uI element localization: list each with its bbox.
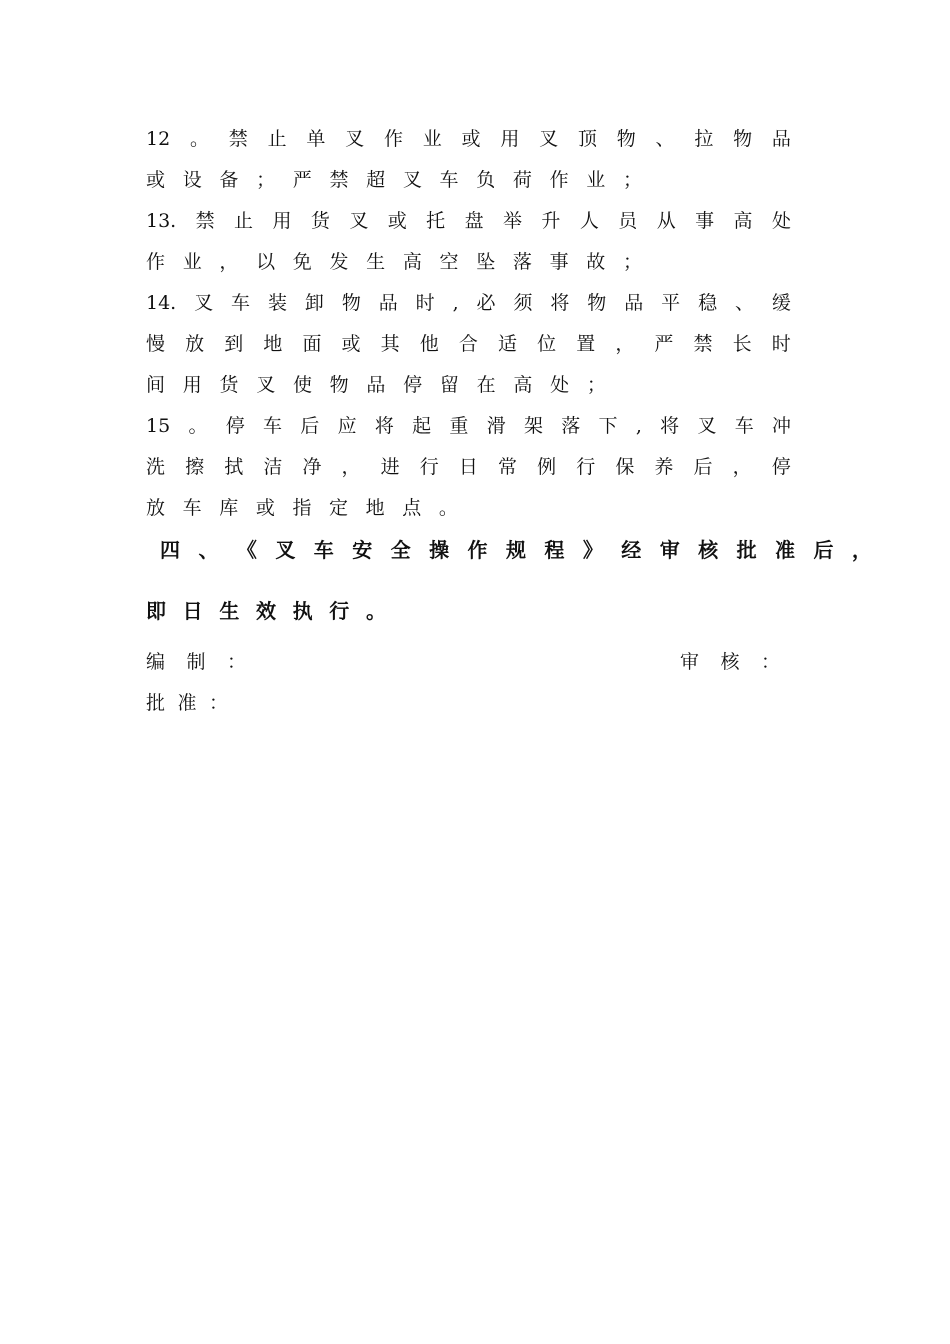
text-token: 车 bbox=[439, 169, 459, 191]
text-token: 用 bbox=[272, 210, 292, 232]
text-token: 叉 bbox=[697, 415, 717, 437]
text-token: 准 bbox=[775, 538, 795, 562]
text-token: 准 bbox=[177, 692, 197, 714]
text-token: 处 bbox=[771, 210, 791, 232]
text-token: 起 bbox=[412, 415, 432, 437]
text-token: 即 bbox=[146, 599, 166, 623]
text-token: 稳 bbox=[698, 292, 718, 314]
text-token: 或 bbox=[387, 210, 407, 232]
text-token: , bbox=[452, 292, 459, 314]
text-token: 停 bbox=[225, 415, 245, 437]
rule-12-line-1 bbox=[146, 124, 791, 154]
text-token: 品 bbox=[771, 128, 791, 150]
text-token: ； bbox=[256, 169, 276, 191]
text-token: 制 bbox=[186, 651, 206, 673]
text-token: 坠 bbox=[476, 251, 496, 273]
text-token: 生 bbox=[219, 599, 240, 623]
text-token: 高 bbox=[402, 251, 422, 273]
text-token: 、 bbox=[198, 538, 219, 562]
text-token: 行 bbox=[576, 456, 596, 478]
text-token: 作 bbox=[383, 128, 403, 150]
reviewed-by-label bbox=[680, 647, 780, 677]
text-token: 15 bbox=[146, 415, 171, 437]
text-token: 叉 bbox=[275, 538, 296, 562]
text-token: 后 bbox=[693, 456, 713, 478]
text-token: 业 bbox=[422, 128, 442, 150]
text-token: 架 bbox=[523, 415, 543, 437]
text-token: 物 bbox=[329, 374, 349, 396]
text-token: 13. bbox=[146, 210, 177, 232]
text-token: 品 bbox=[624, 292, 644, 314]
text-token: 间 bbox=[146, 374, 166, 396]
text-token: 事 bbox=[695, 210, 715, 232]
text-token: 使 bbox=[292, 374, 312, 396]
text-token: 经 bbox=[621, 538, 642, 562]
text-token: 作 bbox=[549, 169, 569, 191]
text-token: 地 bbox=[263, 333, 283, 355]
text-token: 停 bbox=[771, 456, 791, 478]
section-4-line-2 bbox=[146, 596, 386, 626]
text-token: 举 bbox=[503, 210, 523, 232]
text-token: 作 bbox=[146, 251, 166, 273]
text-token: 行 bbox=[329, 599, 350, 623]
text-token: 车 bbox=[263, 415, 283, 437]
text-token: ， bbox=[219, 251, 239, 273]
text-token: 或 bbox=[341, 333, 361, 355]
text-token: 顶 bbox=[577, 128, 597, 150]
text-token: 叉 bbox=[194, 292, 214, 314]
text-token: 适 bbox=[497, 333, 517, 355]
text-token: 审 bbox=[659, 538, 680, 562]
text-token: 放 bbox=[146, 497, 166, 519]
text-token: 。 bbox=[438, 497, 458, 519]
text-token: 进 bbox=[380, 456, 400, 478]
text-token: 高 bbox=[513, 374, 533, 396]
rule-14-line-2 bbox=[146, 329, 791, 359]
text-token: 面 bbox=[302, 333, 322, 355]
text-token: 落 bbox=[512, 251, 532, 273]
rule-13-line-1 bbox=[146, 206, 791, 236]
text-token: 车 bbox=[313, 538, 334, 562]
text-token: 净 bbox=[302, 456, 322, 478]
text-token: 放 bbox=[185, 333, 205, 355]
text-token: 将 bbox=[550, 292, 570, 314]
text-token: 。 bbox=[188, 415, 208, 437]
text-token: ； bbox=[622, 169, 642, 191]
text-token: 其 bbox=[380, 333, 400, 355]
text-token: ； bbox=[622, 251, 642, 273]
text-token: 执 bbox=[292, 599, 313, 623]
text-token: 养 bbox=[654, 456, 674, 478]
text-token: 》 bbox=[582, 538, 603, 562]
text-token: 保 bbox=[615, 456, 635, 478]
text-token: 免 bbox=[292, 251, 312, 273]
text-token: 货 bbox=[310, 210, 330, 232]
text-token: 或 bbox=[146, 169, 166, 191]
text-token: 批 bbox=[736, 538, 757, 562]
text-token: 高 bbox=[733, 210, 753, 232]
text-token: 洁 bbox=[263, 456, 283, 478]
text-token: 从 bbox=[656, 210, 676, 232]
text-token: 业 bbox=[586, 169, 606, 191]
text-token: 物 bbox=[587, 292, 607, 314]
text-token: 规 bbox=[505, 538, 526, 562]
text-token: ， bbox=[341, 456, 361, 478]
text-token: 故 bbox=[586, 251, 606, 273]
text-token: ， bbox=[851, 538, 872, 562]
text-token: 合 bbox=[458, 333, 478, 355]
text-token: 禁 bbox=[329, 169, 349, 191]
rule-13-line-2 bbox=[146, 247, 642, 277]
text-token: 用 bbox=[500, 128, 520, 150]
text-token: 生 bbox=[366, 251, 386, 273]
text-token: 或 bbox=[255, 497, 275, 519]
text-token: 货 bbox=[219, 374, 239, 396]
text-token: 物 bbox=[616, 128, 636, 150]
text-token: 物 bbox=[341, 292, 361, 314]
text-token: 员 bbox=[618, 210, 638, 232]
text-token: 定 bbox=[329, 497, 349, 519]
text-token: 车 bbox=[231, 292, 251, 314]
text-token: 事 bbox=[549, 251, 569, 273]
text-token: 审 bbox=[680, 651, 700, 673]
text-token: 慢 bbox=[146, 333, 166, 355]
text-token: 《 bbox=[236, 538, 257, 562]
text-token: 用 bbox=[182, 374, 202, 396]
text-token: 装 bbox=[267, 292, 287, 314]
text-token: 禁 bbox=[228, 128, 248, 150]
text-token: 日 bbox=[182, 599, 203, 623]
text-token: 日 bbox=[458, 456, 478, 478]
text-token: 作 bbox=[467, 538, 488, 562]
text-token: 人 bbox=[579, 210, 599, 232]
text-token: 效 bbox=[255, 599, 276, 623]
text-token: 盘 bbox=[464, 210, 484, 232]
text-token: 、 bbox=[655, 128, 675, 150]
text-token: 单 bbox=[306, 128, 326, 150]
text-token: 严 bbox=[654, 333, 674, 355]
section-4-line-1 bbox=[160, 535, 872, 565]
text-token: ： bbox=[226, 651, 246, 673]
text-token: 止 bbox=[267, 128, 287, 150]
text-token: 处 bbox=[550, 374, 570, 396]
text-token: 业 bbox=[182, 251, 202, 273]
text-token: 车 bbox=[182, 497, 202, 519]
text-token: 长 bbox=[732, 333, 752, 355]
text-token: ； bbox=[586, 374, 606, 396]
text-token: 缓 bbox=[771, 292, 791, 314]
rule-15-line-2 bbox=[146, 452, 791, 482]
text-token: 、 bbox=[734, 292, 754, 314]
text-token: 将 bbox=[374, 415, 394, 437]
text-token: 洗 bbox=[146, 456, 166, 478]
text-token: 核 bbox=[698, 538, 719, 562]
text-token: 将 bbox=[660, 415, 680, 437]
text-token: 到 bbox=[224, 333, 244, 355]
text-token: 留 bbox=[439, 374, 459, 396]
text-token: 止 bbox=[234, 210, 254, 232]
text-token: 或 bbox=[461, 128, 481, 150]
text-token: 升 bbox=[541, 210, 561, 232]
text-token: 物 bbox=[733, 128, 753, 150]
text-token: ， bbox=[732, 456, 752, 478]
text-token: 后 bbox=[300, 415, 320, 437]
text-token: 禁 bbox=[195, 210, 215, 232]
text-token: 冲 bbox=[771, 415, 791, 437]
text-token: 编 bbox=[146, 651, 166, 673]
text-token: 拉 bbox=[694, 128, 714, 150]
text-token: 。 bbox=[365, 599, 386, 623]
text-token: 空 bbox=[439, 251, 459, 273]
text-token: 严 bbox=[292, 169, 312, 191]
text-token: 停 bbox=[403, 374, 423, 396]
text-token: 应 bbox=[337, 415, 357, 437]
text-token: 位 bbox=[537, 333, 557, 355]
text-token: 备 bbox=[219, 169, 239, 191]
text-token: 重 bbox=[449, 415, 469, 437]
text-token: 行 bbox=[419, 456, 439, 478]
text-token: 程 bbox=[544, 538, 565, 562]
text-token: 后 bbox=[813, 538, 834, 562]
text-token: 14. bbox=[146, 292, 177, 314]
text-token: 擦 bbox=[185, 456, 205, 478]
text-token: 品 bbox=[378, 292, 398, 314]
text-token: 设 bbox=[182, 169, 202, 191]
text-token: 卸 bbox=[304, 292, 324, 314]
text-token: 在 bbox=[476, 374, 496, 396]
text-token: 库 bbox=[219, 497, 239, 519]
text-token: 叉 bbox=[345, 128, 365, 150]
rule-12-line-2 bbox=[146, 165, 642, 195]
text-token: 例 bbox=[537, 456, 557, 478]
text-token: 落 bbox=[561, 415, 581, 437]
text-token: 下 bbox=[598, 415, 618, 437]
rule-15-line-3 bbox=[146, 493, 458, 523]
text-token: ： bbox=[208, 692, 228, 714]
text-token: 滑 bbox=[486, 415, 506, 437]
text-token: 须 bbox=[513, 292, 533, 314]
text-token: 平 bbox=[661, 292, 681, 314]
text-token: 禁 bbox=[693, 333, 713, 355]
approved-by-label bbox=[146, 688, 228, 718]
text-token: 发 bbox=[329, 251, 349, 273]
text-token: , bbox=[635, 415, 642, 437]
text-token: 指 bbox=[292, 497, 312, 519]
rule-14-line-3 bbox=[146, 370, 606, 400]
text-token: 。 bbox=[189, 128, 209, 150]
text-token: 以 bbox=[256, 251, 276, 273]
text-token: 车 bbox=[734, 415, 754, 437]
text-token: 安 bbox=[352, 538, 373, 562]
text-token: 负 bbox=[476, 169, 496, 191]
text-token: 12 bbox=[146, 128, 171, 150]
text-token: 时 bbox=[771, 333, 791, 355]
compiled-by-label bbox=[146, 647, 246, 677]
text-token: ： bbox=[760, 651, 780, 673]
text-token: 叉 bbox=[256, 374, 276, 396]
text-token: 叉 bbox=[539, 128, 559, 150]
text-token: 点 bbox=[402, 497, 422, 519]
text-token: 四 bbox=[160, 538, 180, 562]
text-token: 置 bbox=[576, 333, 596, 355]
text-token: 托 bbox=[426, 210, 446, 232]
text-token: 荷 bbox=[512, 169, 532, 191]
text-token: 必 bbox=[476, 292, 496, 314]
text-token: 超 bbox=[366, 169, 386, 191]
text-token: 品 bbox=[366, 374, 386, 396]
text-token: 常 bbox=[497, 456, 517, 478]
text-token: 时 bbox=[415, 292, 435, 314]
text-token: 操 bbox=[429, 538, 450, 562]
text-token: 叉 bbox=[402, 169, 422, 191]
text-token: 地 bbox=[365, 497, 385, 519]
text-token: ， bbox=[615, 333, 635, 355]
text-token: 他 bbox=[419, 333, 439, 355]
text-token: 核 bbox=[720, 651, 740, 673]
text-token: 叉 bbox=[349, 210, 369, 232]
rule-15-line-1 bbox=[146, 411, 791, 441]
text-token: 全 bbox=[390, 538, 411, 562]
text-token: 拭 bbox=[224, 456, 244, 478]
rule-14-line-1 bbox=[146, 288, 791, 318]
text-token: 批 bbox=[146, 692, 166, 714]
